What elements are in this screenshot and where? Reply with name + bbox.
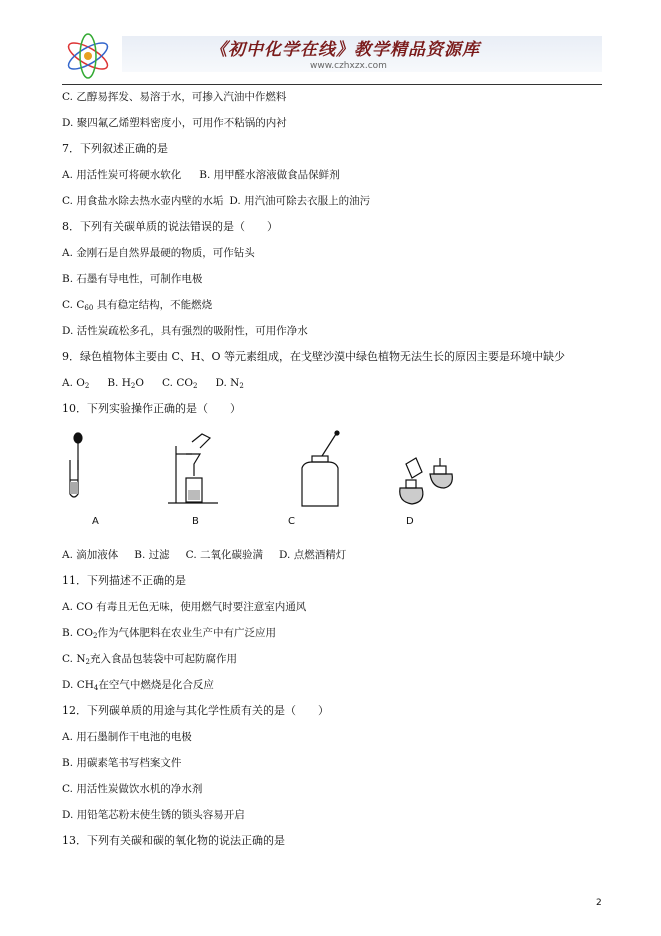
dropper-test-tube-icon [70, 433, 82, 497]
q8-option-b: B. 石墨有导电性，可制作电极 [62, 273, 203, 285]
figure-label-b: B [192, 516, 199, 527]
alcohol-lamps-icon [400, 458, 453, 504]
q12-option-d: D. 用铅笔芯粉末使生锈的锁头容易开启 [62, 809, 245, 821]
q7-options-row1 [62, 168, 340, 182]
q9-option-c: C. $CO_2$ [161, 377, 198, 390]
q12-option-a: A. 用石墨制作干电池的电极 [62, 731, 192, 743]
q9-option-a: A. $O_2$ [62, 377, 90, 390]
header-title: 《初中化学在线》教学精品资源库 [210, 40, 480, 60]
figure-label-d: D [406, 516, 414, 527]
q10-options [62, 548, 346, 562]
q8-option-c [62, 298, 212, 312]
header-url: www.czhxzx.com [310, 61, 387, 71]
question-9: 9．绿色植物体主要由 C、H、O 等元素组成，在戈壁沙漠中绿色植物无法生长的原因主要是环境中缺少 [62, 350, 566, 363]
option-line: C. 乙醇易挥发、易溶于水，可掺入汽油中作燃料 [62, 91, 287, 103]
experiment-figure [60, 428, 460, 528]
q8c-text-post: 具有稳定结构，不能燃烧 [93, 299, 213, 311]
atom-logo-icon [62, 32, 114, 80]
q10-option-d: D. 点燃酒精灯 [279, 549, 347, 561]
q9-options [62, 376, 244, 390]
q11-option-a: A. CO 有毒且无色无味，使用燃气时要注意室内通风 [62, 601, 307, 613]
q8-option-a: A. 金刚石是自然界最硬的物质，可作钻头 [62, 247, 255, 259]
question-7: 7．下列叙述正确的是 [62, 142, 168, 155]
q12-option-c: C. 用活性炭做饮水机的净水剂 [62, 783, 203, 795]
filtration-setup-icon [168, 434, 218, 503]
option-line: D. 聚四氟乙烯塑料密度小，可用作不粘锅的内衬 [62, 117, 287, 129]
q12-option-b: B. 用碳素笔书写档案文件 [62, 757, 182, 769]
q10-option-b: B. 过滤 [134, 549, 170, 561]
figure-label-a: A [92, 516, 99, 527]
q9-option-b: B. $H_2O$ [107, 377, 144, 390]
q11-option-c: C. $N_2$充入食品包装袋中可起防腐作用 [62, 653, 237, 666]
page-header [62, 28, 602, 84]
q7-option-c: C. 用食盐水除去热水壶内壁的水垢 [62, 195, 224, 207]
gas-jar-icon [302, 431, 339, 506]
q9-option-d: D. $N_2$ [215, 377, 244, 390]
question-8: 8．下列有关碳单质的说法错误的是（ ） [62, 220, 278, 233]
q8-option-d: D. 活性炭疏松多孔，具有强烈的吸附性，可用作净水 [62, 325, 308, 337]
page-number: 2 [596, 898, 602, 908]
q10-option-a: A. 滴加液体 [62, 549, 119, 561]
q10-option-c: C. 二氧化碳验满 [185, 549, 264, 561]
q11-option-d: D. $CH_4$在空气中燃烧是化合反应 [62, 679, 214, 692]
figure-label-c: C [288, 516, 295, 527]
q11-option-b: B. $CO_2$作为气体肥料在农业生产中有广泛应用 [62, 627, 277, 640]
header-divider [62, 84, 602, 85]
q7-options-row2 [62, 194, 370, 208]
question-10: 10．下列实验操作正确的是（ ） [62, 402, 241, 415]
q8c-text: C. C [62, 299, 85, 311]
q7-option-b: B. 用甲醛水溶液做食品保鲜剂 [199, 169, 340, 181]
q8c-subscript: 60 [84, 304, 94, 312]
question-12: 12．下列碳单质的用途与其化学性质有关的是（ ） [62, 704, 329, 717]
q7-option-a: A. 用活性炭可将硬水软化 [62, 169, 182, 181]
question-13: 13．下列有关碳和碳的氧化物的说法正确的是 [62, 834, 285, 847]
question-11: 11．下列描述不正确的是 [62, 574, 186, 587]
q7-option-d: D. 用汽油可除去衣服上的油污 [229, 195, 371, 207]
